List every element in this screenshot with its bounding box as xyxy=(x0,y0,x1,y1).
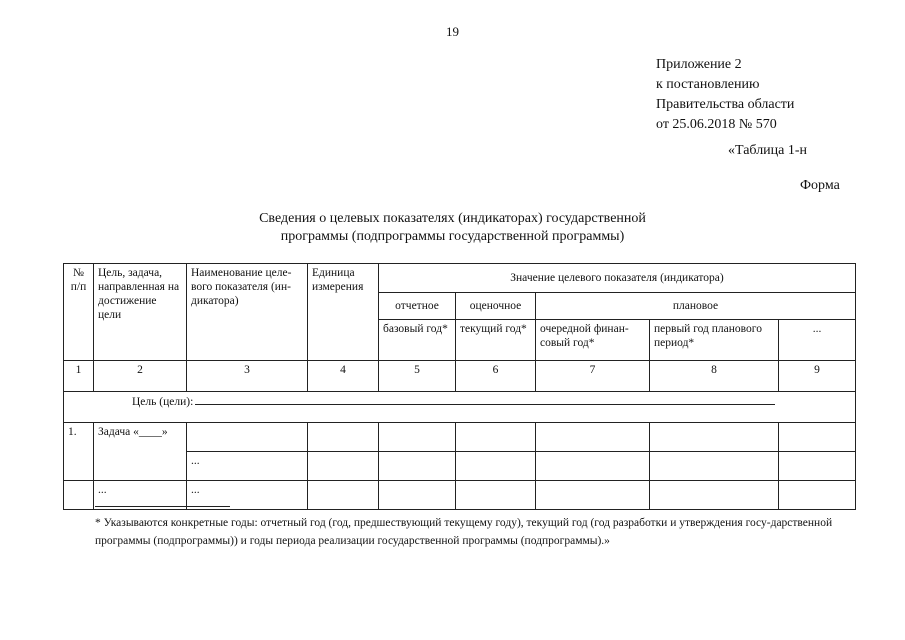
column-number: 6 xyxy=(456,361,536,392)
column-number: 4 xyxy=(308,361,379,392)
table-cell xyxy=(779,481,856,510)
task-ellipsis: ... xyxy=(94,481,187,510)
column-number: 2 xyxy=(94,361,187,392)
header-planned: плановое xyxy=(536,293,856,320)
header-current-year: текущий год* xyxy=(456,320,536,361)
indicators-table xyxy=(63,263,856,510)
task-row xyxy=(64,423,856,452)
column-numbers-row xyxy=(64,361,856,392)
document-title xyxy=(0,210,905,246)
header-next-financial-year: очередной финан-совый год* xyxy=(536,320,650,361)
table-cell xyxy=(779,452,856,481)
form-label: Форма xyxy=(800,178,840,193)
table-cell xyxy=(379,452,456,481)
title-line-1: Сведения о целевых показателях (индикаторах) государственной xyxy=(259,211,646,226)
header-indicator-name: Наименование целе-вого показателя (ин-дикатора) xyxy=(187,264,308,361)
column-number: 5 xyxy=(379,361,456,392)
header-num: № п/п xyxy=(64,264,94,361)
column-number: 8 xyxy=(650,361,779,392)
header-base-year: базовый год* xyxy=(379,320,456,361)
appendix-line-1: Приложение 2 xyxy=(656,57,742,72)
header-reporting: отчетное xyxy=(379,293,456,320)
header-indicator-value: Значение целевого показателя (индикатора) xyxy=(379,264,856,293)
table-cell xyxy=(308,452,379,481)
table-cell xyxy=(536,481,650,510)
table-cell xyxy=(187,423,308,452)
table-cell xyxy=(308,481,379,510)
task-number: 1. xyxy=(64,423,94,481)
header-first-plan-year: первый год планового период* xyxy=(650,320,779,361)
table-cell xyxy=(650,481,779,510)
task-label: Задача «____» xyxy=(94,423,187,481)
table-cell xyxy=(308,423,379,452)
indicator-ellipsis: ... xyxy=(187,481,308,510)
table-reference: «Таблица 1-н xyxy=(728,143,808,158)
column-number: 7 xyxy=(536,361,650,392)
goal-label: Цель (цели): xyxy=(132,396,194,408)
table-cell xyxy=(536,452,650,481)
page-number: 19 xyxy=(446,24,459,39)
goal-cell xyxy=(64,392,856,423)
table-cell xyxy=(379,423,456,452)
column-number: 3 xyxy=(187,361,308,392)
footnote: * Указываются конкретные годы: отчетный год (год, предшествующий текущему году), текущий год (год разработки и утверждения госу-дарственной программы (подпрограммы)) и годы периода реализации государственной программы (подпрограммы).» xyxy=(95,517,833,547)
table-cell xyxy=(650,423,779,452)
goal-fill-line xyxy=(195,394,775,405)
table-cell xyxy=(456,452,536,481)
table-cell xyxy=(779,423,856,452)
column-number: 1 xyxy=(64,361,94,392)
goal-row xyxy=(64,392,856,423)
table-cell xyxy=(456,423,536,452)
title-line-2: программы (подпрограммы государственной программы) xyxy=(280,229,625,244)
column-number: 9 xyxy=(779,361,856,392)
header-goal: Цель, задача, направленная на достижение цели xyxy=(94,264,187,361)
header-unit: Единица измерения xyxy=(308,264,379,361)
appendix-line-3: Правительства области xyxy=(656,97,795,112)
table-cell xyxy=(379,481,456,510)
indicator-ellipsis: ... xyxy=(187,452,308,481)
appendix-header xyxy=(656,55,794,135)
table-cell xyxy=(64,481,94,510)
footnote-divider xyxy=(95,506,230,507)
header-more-years: ... xyxy=(779,320,856,361)
appendix-line-2: к постановлению xyxy=(656,77,760,92)
table-cell xyxy=(536,423,650,452)
table-cell xyxy=(650,452,779,481)
table-cell xyxy=(456,481,536,510)
appendix-line-4: от 25.06.2018 № 570 xyxy=(656,117,777,132)
header-estimated: оценочное xyxy=(456,293,536,320)
